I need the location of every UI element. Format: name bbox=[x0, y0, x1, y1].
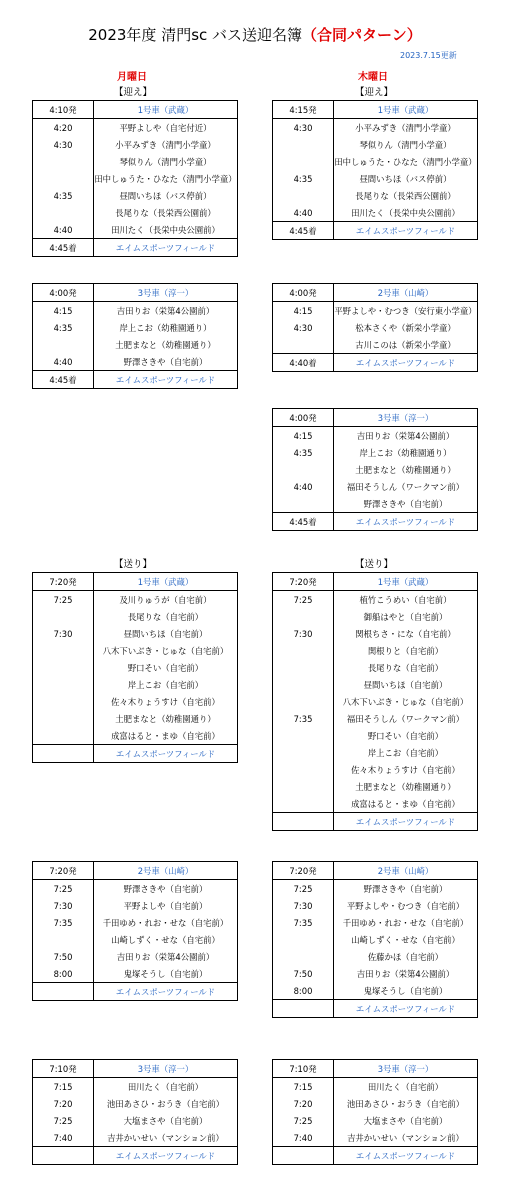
rider-name: 昼間いちほ（バス停前） bbox=[359, 173, 452, 184]
stop-time: 7:40 bbox=[33, 1129, 94, 1147]
table-row bbox=[33, 1095, 238, 1112]
table-row bbox=[273, 948, 478, 965]
arrival-time: 4:45着 bbox=[33, 371, 94, 389]
stop-time bbox=[273, 727, 334, 744]
table-row bbox=[33, 302, 238, 320]
stop-time bbox=[33, 710, 94, 727]
stop-time: 7:20 bbox=[273, 1095, 334, 1112]
table-row bbox=[33, 625, 238, 642]
rider-name: 野口そい（自宅前） bbox=[127, 662, 204, 673]
bus-name: 2号車（山崎） bbox=[334, 284, 478, 302]
bus-footer-row bbox=[33, 745, 238, 763]
rider-name: 小平みずき（清門小学童） bbox=[355, 122, 456, 133]
arrival-time bbox=[273, 1000, 334, 1018]
thursday-heading: 木曜日 bbox=[358, 72, 388, 83]
bus-footer-row bbox=[33, 239, 238, 257]
bus-header-row bbox=[33, 862, 238, 880]
stop-time: 7:35 bbox=[273, 710, 334, 727]
stop-time: 4:40 bbox=[33, 353, 94, 371]
departure-time: 4:00発 bbox=[33, 284, 94, 302]
bus-header-row bbox=[273, 573, 478, 591]
stop-time: 7:25 bbox=[33, 880, 94, 898]
rider-name: 御船はやと（自宅前） bbox=[363, 611, 448, 622]
bus-footer-row bbox=[273, 813, 478, 831]
stop-time: 7:25 bbox=[273, 591, 334, 609]
table-row bbox=[273, 778, 478, 795]
arrival-time bbox=[33, 983, 94, 1001]
table-row bbox=[273, 136, 478, 153]
destination: エイムスポーツフィールド bbox=[94, 371, 238, 389]
arrival-time bbox=[273, 1147, 334, 1165]
table-row bbox=[273, 591, 478, 609]
rider-name: 大塩まさや（自宅前） bbox=[123, 1115, 208, 1126]
table-row bbox=[273, 444, 478, 461]
departure-time: 7:20発 bbox=[273, 573, 334, 591]
table-row bbox=[273, 1129, 478, 1147]
table-row bbox=[273, 965, 478, 982]
destination: エイムスポーツフィールド bbox=[94, 745, 238, 763]
stop-time: 7:50 bbox=[273, 965, 334, 982]
rider-name: 及川りゅうが（自宅前） bbox=[119, 594, 212, 605]
stop-time: 7:15 bbox=[273, 1078, 334, 1096]
bus-footer-row bbox=[273, 354, 478, 372]
updated-date: 2023.7.15更新 bbox=[400, 51, 457, 60]
rider-name: 大塩まさや（自宅前） bbox=[363, 1115, 448, 1126]
bus-header-row bbox=[273, 862, 478, 880]
table-row bbox=[33, 153, 238, 170]
rider-name: 岸上こお（幼稚園通り） bbox=[119, 322, 212, 333]
table-row bbox=[273, 761, 478, 778]
rider-name: 池田あさひ・おうき（自宅前） bbox=[346, 1098, 465, 1109]
stop-time: 4:15 bbox=[273, 427, 334, 445]
stop-time bbox=[33, 659, 94, 676]
stop-time bbox=[273, 693, 334, 710]
rider-name: 田川たく（自宅前） bbox=[367, 1081, 444, 1092]
rider-name: 八木下いぶき・じゅな（自宅前） bbox=[102, 645, 229, 656]
destination: エイムスポーツフィールド bbox=[334, 1147, 478, 1165]
table-row bbox=[273, 1112, 478, 1129]
monday-dropoff-bus1-table bbox=[32, 572, 238, 763]
table-row bbox=[33, 710, 238, 727]
destination: エイムスポーツフィールド bbox=[94, 239, 238, 257]
rider-name: 平野よしや・むつき（安行東小学童） bbox=[334, 305, 477, 316]
bus-header-row bbox=[33, 1060, 238, 1078]
stop-time bbox=[33, 336, 94, 353]
table-row bbox=[273, 1095, 478, 1112]
thursday-pickup-bus1-table bbox=[272, 100, 478, 240]
bus-footer-row bbox=[33, 1147, 238, 1165]
rider-name: 野口そい（自宅前） bbox=[367, 730, 444, 741]
rider-name: 長尾りな（長栄西公園前） bbox=[115, 207, 216, 218]
thursday-pickup-bus2-table bbox=[272, 283, 478, 372]
stop-time bbox=[33, 204, 94, 221]
bus-header-row bbox=[273, 284, 478, 302]
table-row bbox=[273, 153, 478, 170]
rider-name: 土肥まなと（幼稚園通り） bbox=[115, 339, 216, 350]
stop-time: 4:30 bbox=[273, 319, 334, 336]
bus-footer-row bbox=[273, 1147, 478, 1165]
table-row bbox=[273, 170, 478, 187]
table-row bbox=[33, 187, 238, 204]
departure-time: 4:10発 bbox=[33, 101, 94, 119]
table-row bbox=[273, 914, 478, 931]
rider-name: 岸上こお（自宅前） bbox=[367, 747, 444, 758]
arrival-time: 4:45着 bbox=[273, 513, 334, 531]
table-row bbox=[33, 676, 238, 693]
rider-name: 平野よしや（自宅付近） bbox=[119, 122, 212, 133]
stop-time bbox=[273, 778, 334, 795]
stop-time: 4:20 bbox=[33, 119, 94, 137]
thursday-dropoff-bus1-table bbox=[272, 572, 478, 831]
stop-time: 4:15 bbox=[33, 302, 94, 320]
rider-name: 野澤さきや（自宅前） bbox=[123, 883, 208, 894]
rider-name: 佐々木りょうすけ（自宅前） bbox=[351, 764, 460, 775]
title-main: 2023年度 清門sc バス送迎名簿 bbox=[88, 26, 303, 44]
arrival-time bbox=[33, 1147, 94, 1165]
arrival-time bbox=[273, 813, 334, 831]
rider-name: 吉井かいせい（マンション前） bbox=[107, 1132, 224, 1143]
stop-time: 4:35 bbox=[33, 187, 94, 204]
table-row bbox=[273, 461, 478, 478]
stop-time bbox=[273, 642, 334, 659]
departure-time: 7:20発 bbox=[33, 573, 94, 591]
stop-time: 7:30 bbox=[273, 897, 334, 914]
stop-time bbox=[273, 153, 334, 170]
table-row bbox=[273, 302, 478, 320]
stop-time bbox=[273, 461, 334, 478]
table-row bbox=[273, 659, 478, 676]
stop-time: 7:30 bbox=[273, 625, 334, 642]
rider-name: 野澤さきや（自宅前） bbox=[123, 356, 208, 367]
rider-name: 長尾りな（長栄西公園前） bbox=[355, 190, 456, 201]
stop-time: 7:25 bbox=[273, 1112, 334, 1129]
rider-name: 山崎しずく・せな（自宅前） bbox=[351, 934, 460, 945]
stop-time: 4:30 bbox=[33, 136, 94, 153]
table-row bbox=[273, 931, 478, 948]
bus-name: 2号車（山崎） bbox=[334, 862, 478, 880]
table-row bbox=[33, 642, 238, 659]
rider-name: 植竹こうめい（自宅前） bbox=[359, 594, 452, 605]
departure-time: 4:15発 bbox=[273, 101, 334, 119]
table-row bbox=[273, 897, 478, 914]
stop-time: 7:35 bbox=[33, 914, 94, 931]
stop-time: 8:00 bbox=[273, 982, 334, 1000]
rider-name: 昼間いちほ（自宅前） bbox=[123, 628, 208, 639]
table-row bbox=[273, 119, 478, 137]
destination: エイムスポーツフィールド bbox=[334, 222, 478, 240]
table-row bbox=[273, 495, 478, 513]
stop-time bbox=[33, 931, 94, 948]
departure-time: 4:00発 bbox=[273, 284, 334, 302]
rider-name: 吉田りお（栄第4公園前） bbox=[356, 430, 455, 441]
stop-time: 7:35 bbox=[273, 914, 334, 931]
table-row bbox=[273, 478, 478, 495]
rider-name: 昼間いちほ（バス停前） bbox=[119, 190, 212, 201]
stop-time: 4:35 bbox=[33, 319, 94, 336]
bus-name: 3号車（淳一） bbox=[334, 1060, 478, 1078]
title-pattern: （合同パターン） bbox=[302, 26, 422, 44]
rider-name: 野澤さきや（自宅前） bbox=[363, 498, 448, 509]
table-row bbox=[33, 319, 238, 336]
stop-time: 8:00 bbox=[33, 965, 94, 983]
stop-time: 4:40 bbox=[273, 478, 334, 495]
table-row bbox=[273, 693, 478, 710]
departure-time: 7:20発 bbox=[33, 862, 94, 880]
table-row bbox=[273, 204, 478, 222]
bus-header-row bbox=[273, 101, 478, 119]
stop-time: 7:50 bbox=[33, 948, 94, 965]
destination: エイムスポーツフィールド bbox=[94, 1147, 238, 1165]
rider-name: 野澤さきや（自宅前） bbox=[363, 883, 448, 894]
stop-time bbox=[33, 642, 94, 659]
stop-time: 4:30 bbox=[273, 119, 334, 137]
bus-name: 3号車（淳一） bbox=[94, 284, 238, 302]
arrival-time bbox=[33, 745, 94, 763]
stop-time: 4:35 bbox=[273, 170, 334, 187]
bus-footer-row bbox=[33, 983, 238, 1001]
stop-time bbox=[273, 948, 334, 965]
rider-name: 松本さくや（新栄小学童） bbox=[355, 322, 456, 333]
rider-name: 小平みずき（清門小学童） bbox=[115, 139, 216, 150]
table-row bbox=[33, 931, 238, 948]
stop-time bbox=[273, 931, 334, 948]
thursday-dropoff-label: 【送り】 bbox=[355, 559, 394, 570]
table-row bbox=[33, 221, 238, 239]
table-row bbox=[33, 136, 238, 153]
rider-name: 千田ゆめ・れお・せな（自宅前） bbox=[102, 917, 229, 928]
table-row bbox=[273, 795, 478, 813]
table-row bbox=[273, 642, 478, 659]
stop-time: 7:30 bbox=[33, 625, 94, 642]
rider-name: 田中しゅうた・ひなた（清門小学童） bbox=[334, 156, 477, 167]
stop-time: 4:15 bbox=[273, 302, 334, 320]
table-row bbox=[273, 710, 478, 727]
rider-name: 琴似りん（清門小学童） bbox=[359, 139, 452, 150]
thursday-dropoff-bus3-table bbox=[272, 1059, 478, 1165]
destination: エイムスポーツフィールド bbox=[334, 813, 478, 831]
table-row bbox=[33, 353, 238, 371]
page-title bbox=[0, 24, 510, 45]
stop-time: 4:40 bbox=[33, 221, 94, 239]
departure-time: 7:20発 bbox=[273, 862, 334, 880]
bus-name: 2号車（山崎） bbox=[94, 862, 238, 880]
rider-name: 鬼塚そうし（自宅前） bbox=[123, 968, 208, 979]
table-row bbox=[33, 948, 238, 965]
stop-time bbox=[273, 761, 334, 778]
rider-name: 田川たく（自宅前） bbox=[127, 1081, 204, 1092]
rider-name: 山崎しずく・せな（自宅前） bbox=[111, 934, 220, 945]
monday-dropoff-bus3-table bbox=[32, 1059, 238, 1165]
bus-header-row bbox=[33, 101, 238, 119]
stop-time: 7:25 bbox=[33, 1112, 94, 1129]
bus-name: 3号車（淳一） bbox=[94, 1060, 238, 1078]
rider-name: 土肥まなと（幼稚園通り） bbox=[355, 781, 456, 792]
bus-name: 1号車（武蔵） bbox=[94, 101, 238, 119]
table-row bbox=[33, 1112, 238, 1129]
rider-name: 琴似りん（清門小学童） bbox=[119, 156, 212, 167]
thursday-dropoff-bus2-table bbox=[272, 861, 478, 1018]
monday-pickup-bus1-table bbox=[32, 100, 238, 257]
monday-dropoff-bus2-table bbox=[32, 861, 238, 1001]
bus-name: 1号車（武蔵） bbox=[94, 573, 238, 591]
table-row bbox=[33, 965, 238, 983]
table-row bbox=[33, 608, 238, 625]
rider-name: 関根りと（自宅前） bbox=[367, 645, 444, 656]
rider-name: 吉田りお（栄第4公園前） bbox=[116, 951, 215, 962]
table-row bbox=[273, 676, 478, 693]
destination: エイムスポーツフィールド bbox=[334, 513, 478, 531]
table-row bbox=[33, 1129, 238, 1147]
stop-time bbox=[273, 659, 334, 676]
rider-name: 田中しゅうた・ひなた（清門小学童） bbox=[94, 173, 237, 184]
rider-name: 成富はると・まゆ（自宅前） bbox=[351, 798, 460, 809]
monday-dropoff-label: 【送り】 bbox=[114, 559, 153, 570]
table-row bbox=[273, 880, 478, 898]
rider-name: 古川このは（新栄小学童） bbox=[355, 339, 456, 350]
table-row bbox=[273, 187, 478, 204]
destination: エイムスポーツフィールド bbox=[334, 1000, 478, 1018]
departure-time: 4:00発 bbox=[273, 409, 334, 427]
thursday-pickup-bus3-table bbox=[272, 408, 478, 531]
table-row bbox=[33, 880, 238, 898]
destination: エイムスポーツフィールド bbox=[334, 354, 478, 372]
stop-time: 7:25 bbox=[33, 591, 94, 609]
table-row bbox=[33, 897, 238, 914]
table-row bbox=[33, 204, 238, 221]
table-row bbox=[33, 591, 238, 609]
stop-time: 7:30 bbox=[33, 897, 94, 914]
rider-name: 鬼塚そうし（自宅前） bbox=[363, 985, 448, 996]
stop-time: 4:40 bbox=[273, 204, 334, 222]
table-row bbox=[33, 727, 238, 745]
monday-pickup-bus3-table bbox=[32, 283, 238, 389]
rider-name: 千田ゆめ・れお・せな（自宅前） bbox=[342, 917, 469, 928]
table-row bbox=[273, 336, 478, 354]
departure-time: 7:10発 bbox=[33, 1060, 94, 1078]
table-row bbox=[273, 625, 478, 642]
destination: エイムスポーツフィールド bbox=[94, 983, 238, 1001]
stop-time bbox=[33, 693, 94, 710]
stop-time bbox=[273, 187, 334, 204]
bus-footer-row bbox=[273, 513, 478, 531]
stop-time bbox=[273, 608, 334, 625]
table-row bbox=[33, 119, 238, 137]
table-row bbox=[273, 744, 478, 761]
bus-name: 1号車（武蔵） bbox=[334, 101, 478, 119]
stop-time: 7:15 bbox=[33, 1078, 94, 1096]
rider-name: 平野よしや・むつき（自宅前） bbox=[346, 900, 465, 911]
arrival-time: 4:40着 bbox=[273, 354, 334, 372]
stop-time bbox=[273, 676, 334, 693]
bus-footer-row bbox=[273, 222, 478, 240]
rider-name: 岸上こお（自宅前） bbox=[127, 679, 204, 690]
rider-name: 吉田りお（栄第4公園前） bbox=[356, 968, 455, 979]
stop-time bbox=[273, 336, 334, 354]
stop-time bbox=[273, 136, 334, 153]
rider-name: 福田そうしん（ワークマン前） bbox=[346, 713, 465, 724]
table-row bbox=[33, 914, 238, 931]
stop-time bbox=[33, 608, 94, 625]
stop-time bbox=[273, 795, 334, 813]
rider-name: 佐藤かほ（自宅前） bbox=[367, 951, 444, 962]
stop-time: 7:20 bbox=[33, 1095, 94, 1112]
stop-time bbox=[33, 727, 94, 745]
rider-name: 池田あさひ・おうき（自宅前） bbox=[106, 1098, 225, 1109]
rider-name: 佐々木りょうすけ（自宅前） bbox=[111, 696, 220, 707]
table-row bbox=[33, 693, 238, 710]
table-row bbox=[273, 1078, 478, 1096]
stop-time: 7:25 bbox=[273, 880, 334, 898]
bus-footer-row bbox=[273, 1000, 478, 1018]
bus-name: 3号車（淳一） bbox=[334, 409, 478, 427]
rider-name: 長尾りな（自宅前） bbox=[367, 662, 444, 673]
bus-header-row bbox=[273, 1060, 478, 1078]
stop-time bbox=[273, 495, 334, 513]
bus-footer-row bbox=[33, 371, 238, 389]
monday-heading: 月曜日 bbox=[117, 72, 147, 83]
rider-name: 八木下いぶき・じゅな（自宅前） bbox=[342, 696, 469, 707]
rider-name: 田川たく（長栄中央公園前） bbox=[111, 224, 220, 235]
stop-time bbox=[33, 170, 94, 187]
table-row bbox=[273, 427, 478, 445]
rider-name: 昼間いちほ（自宅前） bbox=[363, 679, 448, 690]
table-row bbox=[33, 659, 238, 676]
stop-time bbox=[33, 676, 94, 693]
table-row bbox=[33, 336, 238, 353]
stop-time: 4:35 bbox=[273, 444, 334, 461]
rider-name: 関根ちさ・にな（自宅前） bbox=[355, 628, 456, 639]
table-row bbox=[273, 608, 478, 625]
bus-header-row bbox=[33, 573, 238, 591]
stop-time bbox=[33, 153, 94, 170]
table-row bbox=[273, 727, 478, 744]
bus-name: 1号車（武蔵） bbox=[334, 573, 478, 591]
table-row bbox=[273, 319, 478, 336]
rider-name: 成富はると・まゆ（自宅前） bbox=[111, 730, 220, 741]
rider-name: 田川たく（長栄中央公園前） bbox=[351, 207, 460, 218]
rider-name: 吉井かいせい（マンション前） bbox=[347, 1132, 464, 1143]
stop-time bbox=[273, 744, 334, 761]
rider-name: 平野よしや（自宅前） bbox=[123, 900, 208, 911]
table-row bbox=[273, 982, 478, 1000]
stop-time: 7:40 bbox=[273, 1129, 334, 1147]
bus-header-row bbox=[33, 284, 238, 302]
thursday-pickup-label: 【迎え】 bbox=[355, 87, 394, 98]
rider-name: 長尾りな（自宅前） bbox=[127, 611, 204, 622]
rider-name: 吉田りお（栄第4公園前） bbox=[116, 305, 215, 316]
arrival-time: 4:45着 bbox=[273, 222, 334, 240]
rider-name: 福田そうしん（ワークマン前） bbox=[346, 481, 465, 492]
table-row bbox=[33, 1078, 238, 1096]
rider-name: 土肥まなと（幼稚園通り） bbox=[355, 464, 456, 475]
departure-time: 7:10発 bbox=[273, 1060, 334, 1078]
arrival-time: 4:45着 bbox=[33, 239, 94, 257]
bus-header-row bbox=[273, 409, 478, 427]
rider-name: 岸上こお（幼稚園通り） bbox=[359, 447, 452, 458]
rider-name: 土肥まなと（幼稚園通り） bbox=[115, 713, 216, 724]
monday-pickup-label: 【迎え】 bbox=[114, 87, 153, 98]
table-row bbox=[33, 170, 238, 187]
